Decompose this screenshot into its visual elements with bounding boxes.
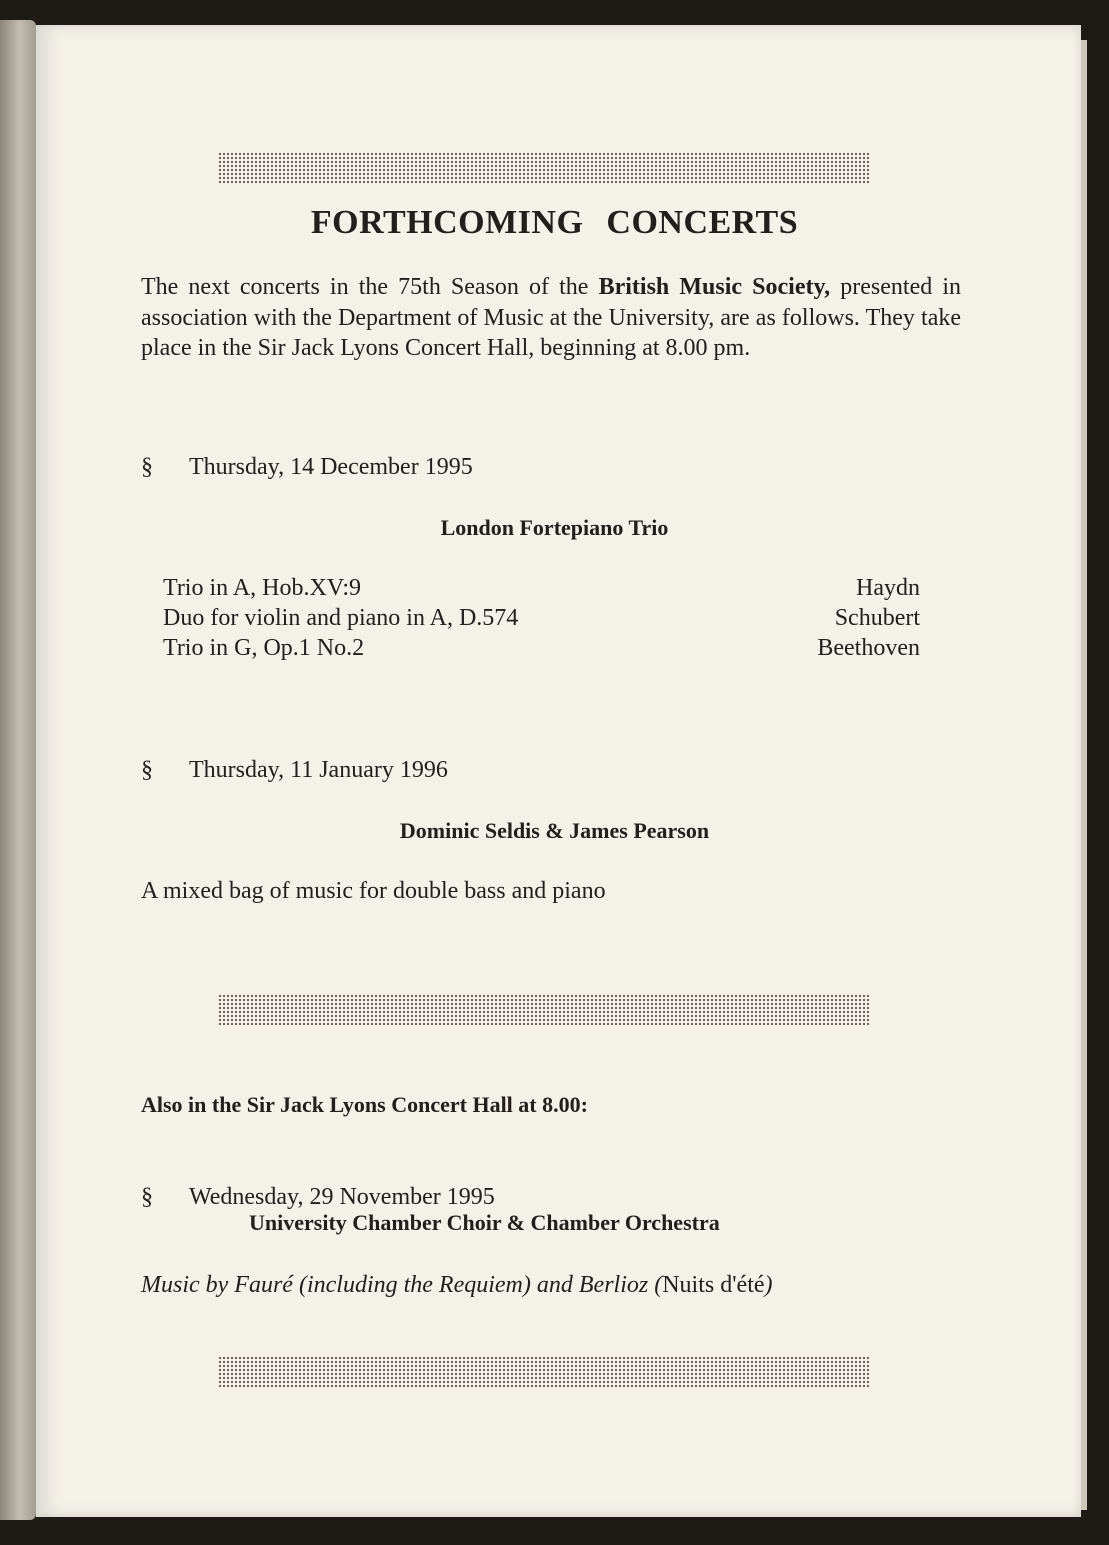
intro-paragraph — [141, 272, 961, 364]
concert1-date-line — [141, 454, 473, 481]
society-name: British Music Society, — [598, 274, 831, 300]
dotted-divider-top — [218, 152, 869, 184]
concert3-date: Wednesday, 29 November 1995 — [189, 1184, 495, 1210]
dotted-divider-middle — [218, 994, 869, 1026]
programme-composer: Beethoven — [817, 635, 920, 661]
music-close: ) — [764, 1272, 773, 1298]
programme-work: Trio in G, Op.1 No.2 — [163, 635, 365, 661]
concert1-date: Thursday, 14 December 1995 — [189, 454, 473, 480]
concert2-date: Thursday, 11 January 1996 — [189, 757, 448, 783]
concert2-description: A mixed bag of music for double bass and piano — [141, 878, 606, 904]
dotted-divider-bottom — [218, 1356, 869, 1388]
programme-row — [163, 605, 920, 635]
music-italic: Music by Fauré (including the Requiem) and Berlioz ( — [141, 1272, 663, 1298]
section-mark: § — [141, 1184, 153, 1210]
intro-text-after: presented in association with the Department of Music at the University, are as follows. They take place in the Sir Jack Lyons Concert Hall, beginning at 8.00 pm. — [141, 274, 962, 361]
concert3-date-line — [141, 1184, 495, 1211]
programme-row — [163, 575, 920, 605]
adjacent-page-edge — [0, 20, 36, 1520]
page-edge-right — [1081, 40, 1087, 1510]
section-mark: § — [141, 454, 153, 480]
programme-work: Trio in A, Hob.XV:9 — [163, 575, 362, 601]
intro-text-before: The next concerts in the 75th Season of the — [141, 274, 589, 300]
programme-composer: Haydn — [856, 575, 920, 601]
music-roman: Nuits d'été — [662, 1272, 765, 1298]
concert2-performer: Dominic Seldis & James Pearson — [399, 818, 710, 843]
programme-work: Duo for violin and piano in A, D.574 — [163, 605, 519, 631]
concert3-performer: University Chamber Choir & Chamber Orchestra — [249, 1210, 720, 1235]
page-heading: FORTHCOMING CONCERTS — [310, 204, 799, 241]
programme-composer: Schubert — [834, 605, 920, 631]
section-mark: § — [141, 757, 153, 783]
also-heading: Also in the Sir Jack Lyons Concert Hall at 8.00: — [141, 1092, 588, 1117]
concert1-performer: London Fortepiano Trio — [440, 515, 669, 540]
programme-row — [163, 635, 920, 665]
concert2-date-line — [141, 757, 448, 784]
concert3-music-line — [141, 1272, 773, 1299]
